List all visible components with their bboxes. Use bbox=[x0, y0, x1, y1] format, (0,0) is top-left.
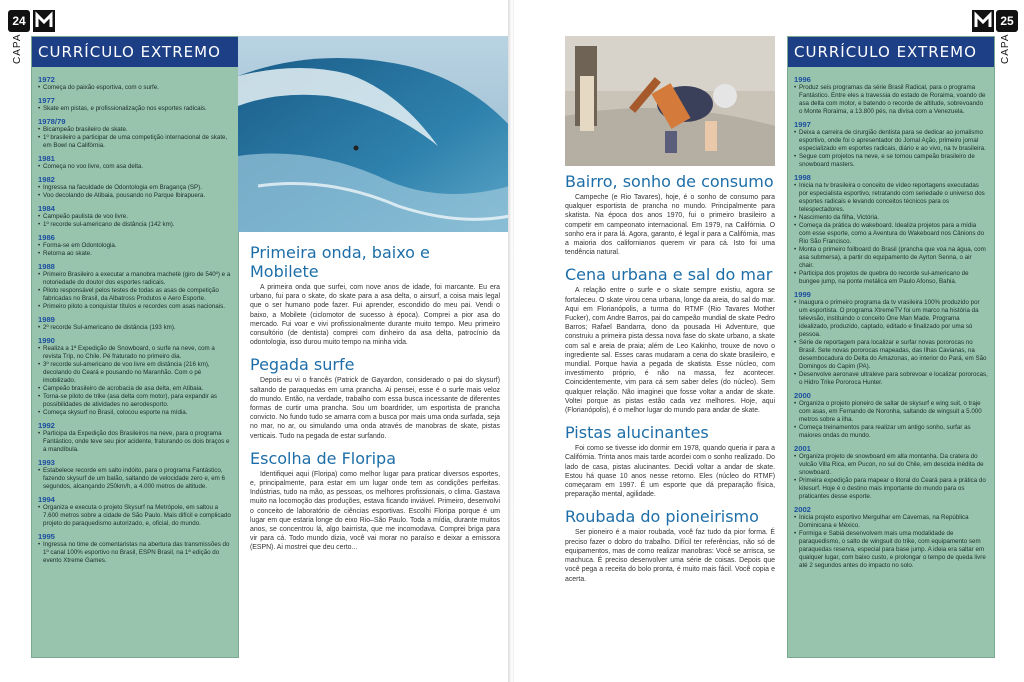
timeline-event: • Começa skysurf no Brasil, colocou esporte na mídia. bbox=[38, 409, 232, 417]
timeline-year: 1992 bbox=[38, 421, 55, 430]
timeline-year: 1990 bbox=[38, 336, 55, 345]
page-number-right: 25 bbox=[996, 10, 1018, 32]
timeline-event: • Participa dos projetos de quebra do recorde sul-americano de bungee jump, na ponte metálica em Paulo Afonso, Bahia. bbox=[794, 270, 988, 286]
timeline-event: • Ingressa na faculdade de Odontologia em Bragança (SP). bbox=[38, 184, 232, 192]
timeline-event: • Primeira expedição para mapear o litoral do Ceará para a prática do kitesurf. Hoje é o destino mais importante do mundo para os praticantes desse esporte. bbox=[794, 477, 988, 501]
timeline-year: 1999 bbox=[794, 290, 811, 299]
timeline-event: • Voo decolando de Atibaia, pousando no Parque Ibirapuera. bbox=[38, 192, 232, 200]
timeline-year: 2001 bbox=[794, 444, 811, 453]
sidebar-curriculo-left bbox=[31, 36, 239, 658]
sidebar-title: CURRÍCULO EXTREMO bbox=[32, 37, 238, 67]
sidebar-title: CURRÍCULO EXTREMO bbox=[788, 37, 994, 67]
timeline-event: • Primeiro piloto a conquistar títulos e recordes com asas nacionais. bbox=[38, 303, 232, 311]
sidebar-curriculo-right bbox=[787, 36, 995, 658]
timeline-event: • Estabelece recorde em salto indóito, para o programa Fantástico, fazendo skysurf de um balão, saltando de velocidade zero e, em 6 segundos, alcançando 250km/h, a 4.000 metros de altitude. bbox=[38, 467, 232, 491]
timeline-event: • Série de reportagem para localizar e surfar novas pororocas no Brasil. Sete novas pororocas mapeadas, das Ilhas Cavianas, na desembocadura do Delta do Amazonas, ao interior do Pará, em São Domingos do Capim (PA). bbox=[794, 339, 988, 371]
timeline-event: • Skate em pistas, e profissionalização nos esportes radicais. bbox=[38, 105, 232, 113]
timeline-event: • Organiza projeto de snowboard em alta montanha. Da cratera do vulcão Villa Rica, em Pucon, no sul do Chile, em descida inédita de snowboard. bbox=[794, 453, 988, 477]
timeline-event: • Começa no voo livre, com asa delta. bbox=[38, 163, 232, 171]
timeline-event: • Inaugura o primeiro programa da tv vrasileira 100% produzido por um esportista. O programa XtremeTV foi um marco na história da televisão, instituindo o conceito One Man Made. Programa idealizado, produzido, captado, editado e finalizado por uma só pessoa. bbox=[794, 299, 988, 339]
timeline-event: • Bicampeão brasileiro de skate. bbox=[38, 126, 232, 134]
timeline-event: • Primeiro Brasileiro a executar a manobra machetè (giro de 540º) e a notoriedade do doutor dos esportes radicais. bbox=[38, 271, 232, 287]
body-paragraph: Campeche (e Rio Tavares), hoje, é o sonho de consumo para qualquer esportista de prancha no mundo. Principalmente para skatista. Na época dos anos 1970, fui o primeiro brasileiro a competir em campeonato internacional. Em 1979, na Califórnia. O sonho era ir para lá. Agora, garanto, é legal ir para a Califórnia, mas a maioria dos californianos querem vir para cá. Isto foi uma tendência natural. bbox=[565, 194, 775, 257]
right-page bbox=[514, 0, 1024, 682]
timeline-event: • Organiza e executa o projeto Skysurf na Metrópole, em saltou a 7.600 metros sobre a cidade de São Paulo. Mais difícil e complicado projeto do paraquedismo autorizado, e, oficial, do mundo. bbox=[38, 504, 232, 528]
timeline-year: 1994 bbox=[38, 495, 55, 504]
timeline-year: 1981 bbox=[38, 154, 55, 163]
timeline-year: 1997 bbox=[794, 120, 811, 129]
timeline-event: • Nascimento da filha, Victória. bbox=[794, 214, 988, 222]
timeline-event: • Produz seis programas da série Brasil Radical, para o programa Fantástico. Entre eles a travessia do estado de Roraima, voando de asa delta com motor, e batendo o recorde de altitude, sobrevoando o Monte Roraima, a 13.800 pés, na divisa com a Venezuela. bbox=[794, 84, 988, 116]
page-number-left: 24 bbox=[8, 10, 30, 32]
timeline-event: • 3º recorde sul-americano de voo livre em distância (216 km), decolando do Ceará e pousando no Maranhão. Com o pé imobilizado. bbox=[38, 361, 232, 385]
section-heading: Escolha de Floripa bbox=[250, 448, 397, 468]
section-heading: Cena urbana e sal do mar bbox=[565, 265, 773, 285]
timeline-year: 1988 bbox=[38, 262, 55, 271]
timeline-event: • Formiga e Sabiá desenvolvem mais uma modalidade de paraquedismo, o salto de wingsuit do trike, com equipamento sem paraquedas reserva, especial para base jump. A ideia era saltar em qualquer lugar, com baixo custo, e prolongar o tempo de queda livre até 2 segundos antes do impacto no solo. bbox=[794, 530, 988, 570]
timeline-event: • Participa da Expedição dos Brasileiros na neve, para o programa Fantástico, onde teve seu pior acidente, fraturando os dois braços e a mandíbula. bbox=[38, 430, 232, 454]
timeline-year: 1989 bbox=[38, 315, 55, 324]
section-heading: Pistas alucinantes bbox=[565, 423, 709, 443]
timeline-event: • Retorna ao skate. bbox=[38, 250, 232, 258]
sidebar-timeline bbox=[32, 67, 238, 569]
article-column-left bbox=[250, 243, 500, 561]
body-paragraph: Identifiquei aqui (Floripa) como melhor lugar para praticar diversos esportes, e, principalmente, para estar em um lugar onde tem as condições perfeitas. Indústrias, tudo na mão, as pessoas, os melhores profissionais, o clima. Gastava muito na locomoção das produções, estava ficando inviável. Primeiro, desenvolvi o conceito de laboratório de ciências esportivas. Escolhi Floripa porque é um lugar em que estaria longe do eixo Rio–São Paulo. Toda a mídia, durante muitos anos, se concentrou lá, algo bairrista, que me incomodava. Comprei briga para vir para cá. Todo mundo dizia, você vai morar no paraíso e deixar a emissora (ESPN). Ai mostrei que deu certo... bbox=[250, 470, 500, 552]
timeline-event: • Campeão brasileiro de acrobacia de asa delta, em Atibaia. bbox=[38, 385, 232, 393]
timeline-event: • 2º recorde Sul-americano de distância (193 km). bbox=[38, 324, 232, 332]
timeline-event: • 1º brasileiro a participar de uma competição internacional de skate, em Bowl na Califórnia. bbox=[38, 134, 232, 150]
article-column-right bbox=[565, 172, 775, 592]
body-paragraph: Depois eu vi o francês (Patrick de Gayardon, considerado o pai do skysurf) saltando de paraquedas em uma prancha. Ai pensei, esse é o surfe mais veloz do mundo. Então, na verdade, trabalho com essa busca incessante de diferentes formas de curtir uma prancha. Sou um boardrider, um esportista de prancha convicto. No fundo tudo se amarra com a busca por mais uma onda surfada, seja no mar, no ar, ou simulando uma onda através de manobras de skate, pistas verticais. Tudo na pegada de estar surfando. bbox=[250, 377, 500, 440]
timeline-event: • Realiza a 1ª Expedição de Snowboard, o surfe na neve, com a revista Trip, no Chile. Pé fraturado no primeiro dia. bbox=[38, 345, 232, 361]
timeline-year: 1972 bbox=[38, 75, 55, 84]
body-paragraph: A primeira onda que surfei, com nove anos de idade, foi marcante. Eu era urbano, fui para o skate, do skate para a asa delta, o airsurf, a coisa mais legal que o ser humano pode fazer. Fui aprender, escondido do meu pai. Vendi o baixo, a Mobilete (ciclomotor de sucesso à época). Comprei a pior asa do mercado. Fui voar e vivi profissionalmente durante muito tempo. Meu primeiro consultório (de dentista) comprei com dinheiro da asa delta, patrocínio da odontologia, isso durou muito tempo na minha vida. bbox=[250, 284, 500, 347]
timeline-event: • Inicia na tv brasileira o conceito de vídeo reportagens executadas por especialista esportivo, retratando com seriedade o universo dos esportes radicais e levando conceitos técnicos para os telespectadores. bbox=[794, 182, 988, 214]
section-heading: Primeira onda, baixo e Mobilete bbox=[250, 243, 430, 281]
timeline-year: 1977 bbox=[38, 96, 55, 105]
section-tag-right: CAPA bbox=[1000, 33, 1011, 64]
section-heading: Roubada do pioneirismo bbox=[565, 507, 759, 527]
timeline-year: 1984 bbox=[38, 204, 55, 213]
timeline-year: 2000 bbox=[794, 391, 811, 400]
timeline-event: • Desenvolve aeronave ultraleve para sobrevoar e localizar pororocas, o Hidro Trike Pororoca Hunter. bbox=[794, 371, 988, 387]
timeline-event: • Inicia projeto esportivo Mergulhar em Cavernas, na República Dominicana e México. bbox=[794, 514, 988, 530]
timeline-year: 1978/79 bbox=[38, 117, 66, 126]
skateboarder-photo bbox=[565, 36, 775, 166]
section-tag-left: CAPA bbox=[12, 33, 23, 64]
timeline-event: • Piloto responsável pelos testes de todas as asas de competição fabricadas no Brasil, da Albatross Produtos e Aero Esporte. bbox=[38, 287, 232, 303]
timeline-event: • Campeão paulista de voo livre. bbox=[38, 213, 232, 221]
magazine-logo-icon bbox=[972, 10, 994, 32]
body-paragraph: Foi como se tivesse ido dormir em 1978, quando queria ir para a Califórnia. Trinta anos mais tarde acordei com o sonho realizado. Do lado de casa, pistas alucinantes. Decidi voltar a andar de skate. Estou há quase 10 anos nesse retorno. Eles (núcleo do RTMF) começaram em 1997. É um esporte que dá preparação física, preparação mental, agilidade. bbox=[565, 445, 775, 499]
section-heading: Bairro, sonho de consumo bbox=[565, 172, 774, 191]
timeline-year: 2002 bbox=[794, 505, 811, 514]
timeline-event: • Segue com projetos na neve, e se tornou campeão brasileiro de snowboard masters. bbox=[794, 153, 988, 169]
wave-surfing-photo bbox=[238, 36, 510, 232]
timeline-event: • Começa treinamentos para realizar um antigo sonho, surfar as maiores ondas do mundo. bbox=[794, 424, 988, 440]
timeline-year: 1986 bbox=[38, 233, 55, 242]
timeline-year: 1998 bbox=[794, 173, 811, 182]
timeline-event: • Forma-se em Odontologia. bbox=[38, 242, 232, 250]
timeline-event: • Começa do paixão esportiva, com o surfe. bbox=[38, 84, 232, 92]
timeline-year: 1993 bbox=[38, 458, 55, 467]
section-heading: Pegada surfe bbox=[250, 355, 355, 375]
magazine-logo-icon bbox=[33, 10, 55, 32]
timeline-event: • Deixa a carreira de cirurgião dentista para se dedicar ao jornalismo esportivo, onde foi o apresentador do Jornal Ação, primeiro jornal especializado em esportes radicais, diário e ao vivo, na tv brasileira. bbox=[794, 129, 988, 153]
timeline-event: • Organiza o projeto pioneiro de saltar de skysurf e wing suit, o traje com asas, em Fernando de Noronha, saltando de wingsuit a 5.000 metros sobre a ilha. bbox=[794, 400, 988, 424]
body-paragraph: A relação entre o surfe e o skate sempre existiu, agora se fortaleceu. O skate virou cena urbana, longe da areia, do sal do mar. Aqui em Florianópolis, a turma do RTMF (Rio Tavares Mother Fucker), com Andre Barros, pai do campeão mundial de skate Pedro Barros; Rafael Bandarra, dono da pousada Hi Adventure, que construiu a primeira pista dessa nova fase do skate urbano, a skate com sal e areia de praia; além de Leo Kakinho, trouxe de novo o ingrediente sal. Esses caras mudaram a cena do skate brasileiro, e mundial. Porque havia a pegada de skatista. Esse núcleo, com investimento próprio, é não na massa, fez acontecer. Coincidentemente, vim para cá sem saber deles (do núcleo). Sem qualquer relação. Não imaginei que fosse voltar a andar de skate. Voltei porque as pistas estão cada vez melhores. Hoje, aqui (Florianópolis), é o melhor lugar do mundo para andar de skate. bbox=[565, 287, 775, 415]
timeline-event: • Monta o primeiro foilboard do Brasil (prancha que voa na água, com asa submersa), a partir do equipamento de Ayrton Senna, o air chair. bbox=[794, 246, 988, 270]
left-page bbox=[0, 0, 510, 682]
timeline-year: 1982 bbox=[38, 175, 55, 184]
timeline-event: • 1º recorde sul-americano de distância (142 km). bbox=[38, 221, 232, 229]
timeline-year: 1996 bbox=[794, 75, 811, 84]
body-paragraph: Ser pioneiro é a maior roubada, você faz tudo da pior forma. É preciso fazer o dobro do trabalho. Difícil ter referências, não só de equipamentos, mas de como realizar manobras: Você se arrisca, se machuca. É preciso desenvolver uma série de coisas. Depois que você pega a receita do bolo pronta, é muito mais fácil. Você copia e acerta. bbox=[565, 529, 775, 583]
sidebar-timeline bbox=[788, 67, 994, 574]
timeline-event: • Ingressa no time de comentaristas na abertura das transmissões do 1º canal 100% esportivo no Brasil, ESPN Brasil, na 1ª edição do evento Xtreme Games. bbox=[38, 541, 232, 565]
timeline-event: • Torna-se piloto de trike (asa delta com motor), para expandir as possibilidades de atividades no aerodesporto. bbox=[38, 393, 232, 409]
timeline-event: • Começa da prática do wakeboard. Idealiza projetos para a mídia com esse esporte, como a Aventura do Wakeboard nos Cânions do Rio São Francisco. bbox=[794, 222, 988, 246]
timeline-year: 1995 bbox=[38, 532, 55, 541]
